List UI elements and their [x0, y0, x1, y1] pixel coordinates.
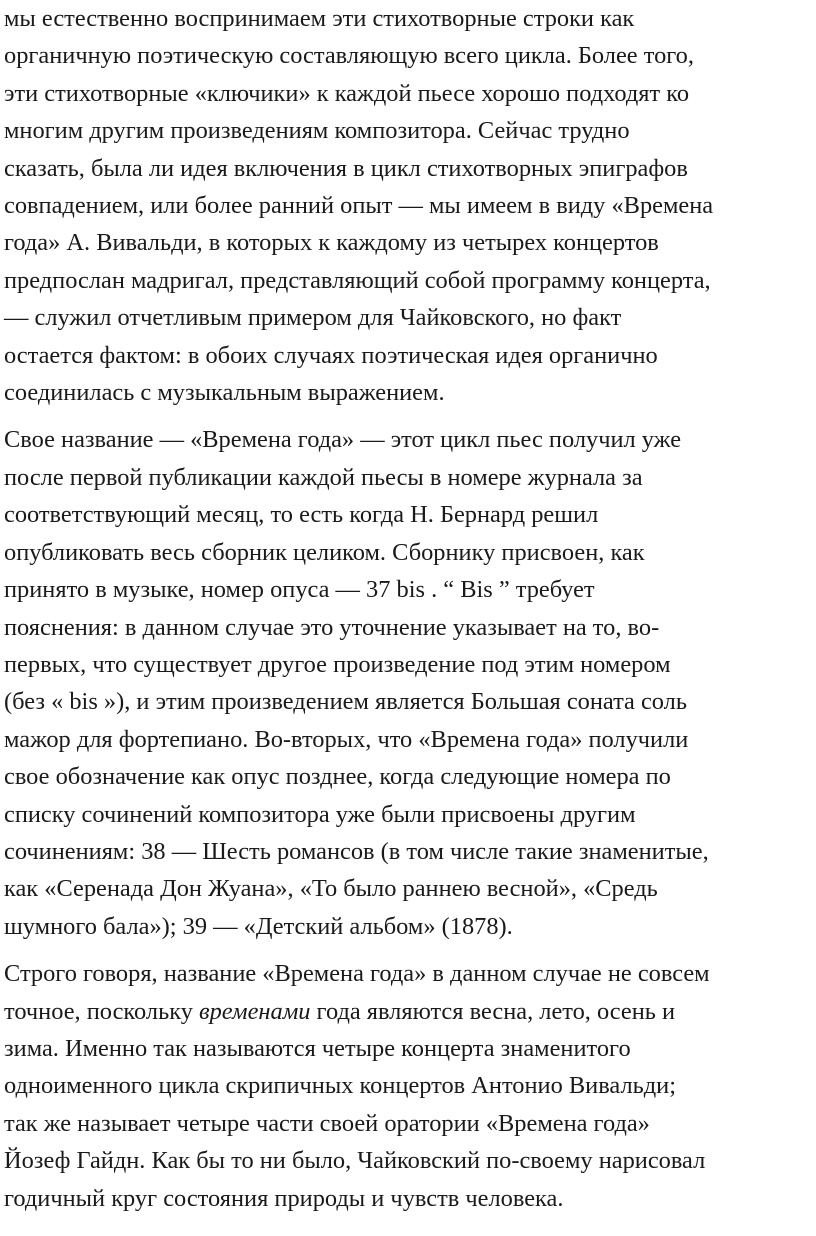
- text-line: эти стихотворные «ключики» к каждой пьесе хорошо подходят ко: [4, 79, 690, 107]
- text-line-with-emphasis: [4, 993, 816, 1030]
- text-line: одноименного цикла скрипичных концертов Антонио Вивальди;: [4, 1072, 676, 1100]
- text-line: мажор для фортепиано. Во-вторых, что «Времена года» получили: [4, 725, 689, 753]
- text-line: опубликовать весь сборник целиком. Сборнику присвоен, как: [4, 538, 645, 566]
- text-line: Строго говоря, название «Времена года» в данном случае не совсем: [4, 960, 710, 988]
- text-line: года» А. Вивальди, в которых к каждому из четырех концертов: [4, 229, 659, 257]
- text-line: годичный круг состояния природы и чувств человека.: [4, 1184, 564, 1212]
- text-line: соединилась с музыкальным выражением.: [4, 379, 445, 407]
- emphasized-word: временами: [199, 997, 311, 1025]
- text-line: свое обозначение как опус позднее, когда следующие номера по: [4, 763, 671, 791]
- paragraph-2: [4, 421, 816, 945]
- text-line: шумного бала»); 39 — «Детский альбом» (1878).: [4, 912, 513, 940]
- text-line: так же называет четыре части своей оратории «Времена года»: [4, 1109, 650, 1137]
- text-line: после первой публикации каждой пьесы в номере журнала за: [4, 463, 643, 491]
- text-line: — служил отчетливым примером для Чайковского, но факт: [4, 304, 622, 332]
- text-line: принято в музыке, номер опуса — 37 bis . “ Bis ” требует: [4, 576, 595, 604]
- text-line: органичную поэтическую составляющую всего цикла. Более того,: [4, 42, 694, 70]
- text-line: списку сочинений композитора уже были присвоены другим: [4, 800, 636, 828]
- text-line: мы естественно воспринимаем эти стихотворные строки как: [4, 5, 635, 32]
- text-line: предпослан мадригал, представляющий собой программу концерта,: [4, 266, 711, 294]
- text-line: совпадением, или более ранний опыт — мы имеем в виду «Времена: [4, 192, 714, 220]
- text-line: (без « bis »), и этим произведением является Большая соната соль: [4, 688, 687, 716]
- text-line: Йозеф Гайдн. Как бы то ни было, Чайковский по-своему нарисовал: [4, 1147, 706, 1175]
- text-line: первых, что существует другое произведение под этим номером: [4, 650, 671, 678]
- text-line: остается фактом: в обоих случаях поэтическая идея органично: [4, 341, 658, 369]
- paragraph-1: [4, 0, 816, 411]
- paragraph-3: [4, 955, 816, 1217]
- text-line: пояснения: в данном случае это уточнение указывает на то, во-: [4, 613, 660, 641]
- document-page: [4, 0, 816, 1217]
- text-line: Свое название — «Времена года» — этот цикл пьес получил уже: [4, 426, 682, 454]
- text-segment: точное, поскольку: [4, 997, 199, 1025]
- text-line: как «Серенада Дон Жуана», «То было раннею весной», «Средь: [4, 875, 658, 903]
- text-line: зима. Именно так называются четыре концерта знаменитого: [4, 1034, 631, 1062]
- text-segment: года являются весна, лето, осень и: [310, 997, 676, 1025]
- text-line: сказать, была ли идея включения в цикл стихотворных эпиграфов: [4, 154, 688, 182]
- text-line: сочинениям: 38 — Шесть романсов (в том числе такие знаменитые,: [4, 837, 709, 865]
- text-line: соответствующий месяц, то есть когда Н. Бернард решил: [4, 501, 599, 529]
- text-line: многим другим произведениям композитора. Сейчас трудно: [4, 117, 630, 145]
